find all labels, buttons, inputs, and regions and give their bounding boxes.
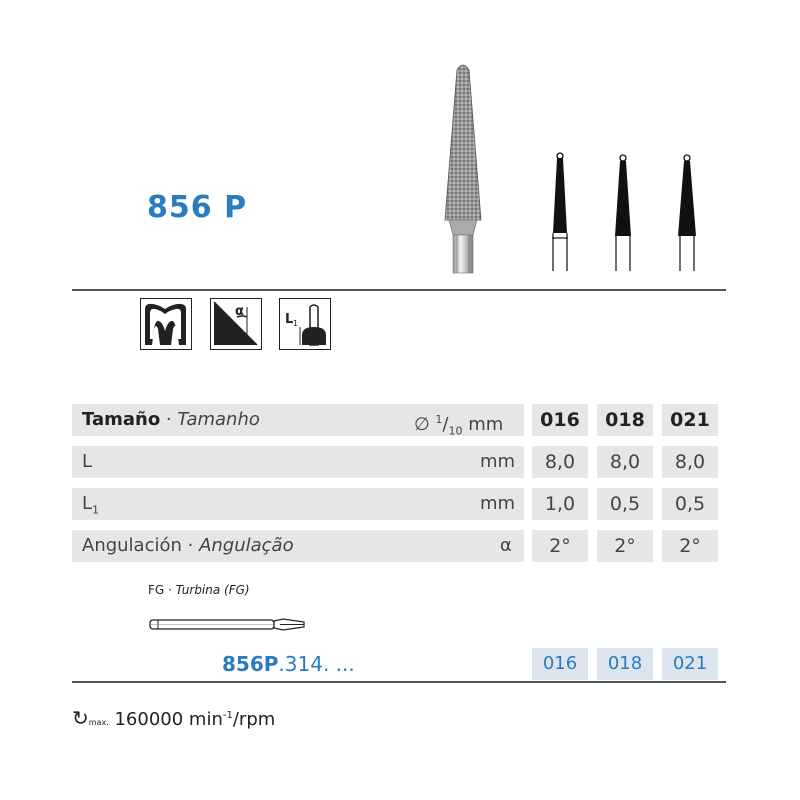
speed-line: ↻max. 160000 $\min^{-1}$/rpm <box>72 706 276 730</box>
product-title: 856 P <box>147 190 248 225</box>
size-016: 016 <box>540 409 580 431</box>
svg-text:α: α <box>235 304 244 319</box>
l1-value: 1,0 <box>544 493 576 515</box>
large-bur-image <box>435 60 495 275</box>
size-label: Tamaño · Tamanho <box>82 409 260 430</box>
order-code: 856P.314. ... <box>222 652 355 676</box>
length-value: 8,0 <box>674 451 706 473</box>
table-row <box>72 446 524 478</box>
bur-silhouette-018 <box>608 148 638 273</box>
order-code-021: 021 <box>672 653 708 674</box>
l1-value: 0,5 <box>609 493 641 515</box>
size-021: 021 <box>670 409 710 431</box>
length-unit: mm <box>480 451 516 472</box>
angulation-unit: α <box>500 535 512 556</box>
angulation-label: Angulación · Angulação <box>82 535 294 556</box>
length-icon <box>279 298 331 350</box>
length-label: L <box>82 451 93 472</box>
angulation-value: 2° <box>549 535 571 557</box>
top-divider <box>72 289 726 291</box>
order-code-018: 018 <box>607 653 643 674</box>
diameter-unit: ∅ $^1/_{10}$ mm <box>414 413 504 438</box>
l1-label: $L_1$ <box>82 493 100 517</box>
angulation-value: 2° <box>679 535 701 557</box>
tooth-icon <box>140 298 192 350</box>
order-code-016: 016 <box>542 653 578 674</box>
fg-bur-drawing <box>148 614 308 636</box>
svg-text:L: L <box>285 312 294 327</box>
l1-value: 0,5 <box>674 493 706 515</box>
svg-text:1: 1 <box>293 319 299 328</box>
table-row <box>72 488 524 520</box>
length-value: 8,0 <box>544 451 576 473</box>
rotation-icon: ↻ <box>72 706 89 730</box>
bur-silhouette-021 <box>672 148 702 273</box>
size-018: 018 <box>605 409 645 431</box>
angle-icon <box>210 298 262 350</box>
shank-label: FG · Turbina (FG) <box>148 583 250 597</box>
bottom-divider <box>72 681 726 683</box>
length-value: 8,0 <box>609 451 641 473</box>
bur-silhouette-016 <box>545 148 575 273</box>
angulation-value: 2° <box>614 535 636 557</box>
l1-unit: mm <box>480 493 516 514</box>
